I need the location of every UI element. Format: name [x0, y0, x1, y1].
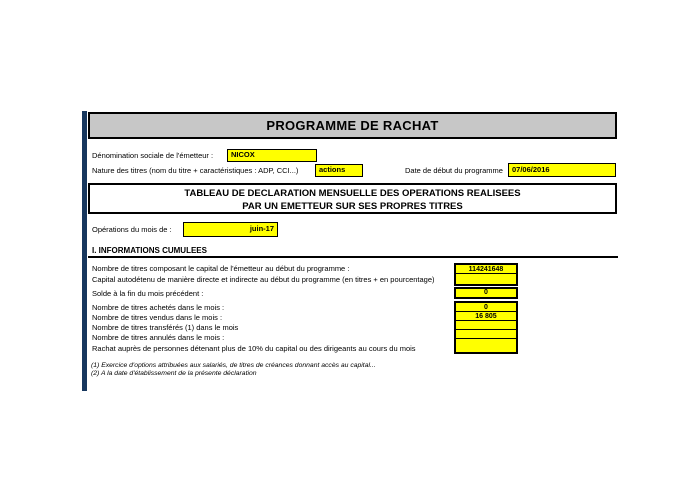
- value-cell-self-held: [456, 274, 516, 283]
- section1-heading: I. INFORMATIONS CUMULEES: [92, 246, 207, 255]
- left-accent-bar: [82, 111, 87, 391]
- value-cell-related-buyback: [456, 339, 516, 348]
- info-row-label-previous-balance: Solde à la fin du mois précédent :: [92, 289, 204, 298]
- value-cell-cancelled: [456, 330, 516, 339]
- value-cell-previous-balance: 0: [484, 289, 488, 296]
- info-row-label-capital-count: Nombre de titres composant le capital de l'émetteur au début du programme :: [92, 264, 350, 273]
- issuer-field: NICOX: [227, 149, 317, 162]
- info-row-label-sold: Nombre de titres vendus dans le mois :: [92, 313, 223, 322]
- value-cell-sold: 16 805: [456, 312, 516, 321]
- value-cell-capital-count: 114241648: [456, 265, 516, 274]
- value-group-monthly: [454, 301, 518, 354]
- info-row-label-self-held: Capital autodétenu de manière directe et indirecte au début du programme (en titres + en pourcentage): [92, 275, 435, 284]
- page-title: PROGRAMME DE RACHAT: [88, 112, 617, 139]
- value-group-capital: [454, 263, 518, 286]
- section1-divider: [88, 256, 618, 258]
- month-label: Opérations du mois de :: [92, 225, 172, 234]
- info-row-label-bought: Nombre de titres achetés dans le mois :: [92, 303, 225, 312]
- declaration-banner: [88, 183, 617, 214]
- issuer-label: Dénomination sociale de l'émetteur :: [92, 151, 214, 160]
- securities-field: actions: [315, 164, 363, 177]
- info-row-label-transferred: Nombre de titres transférés (1) dans le mois: [92, 323, 239, 332]
- declaration-banner-line1: TABLEAU DE DECLARATION MENSUELLE DES OPERATIONS REALISEES: [184, 188, 521, 199]
- start-date-field: 07/06/2016: [508, 163, 616, 177]
- value-cell-bought: 0: [456, 303, 516, 312]
- month-field: juin-17: [183, 222, 278, 237]
- value-group-balance: [454, 287, 518, 299]
- securities-label: Nature des titres (nom du titre + caractéristiques : ADP, CCI...): [92, 166, 299, 175]
- value-cell-transferred: [456, 321, 516, 330]
- start-date-label: Date de début du programme: [405, 166, 503, 175]
- info-row-label-related-buyback: Rachat auprès de personnes détenant plus de 10% du capital ou des dirigeants au cours du mois: [92, 344, 416, 353]
- info-row-label-cancelled: Nombre de titres annulés dans le mois :: [92, 333, 225, 342]
- footnote-2: (2) A la date d'établissement de la présente déclaration: [91, 370, 257, 377]
- declaration-banner-line2: PAR UN EMETTEUR SUR SES PROPRES TITRES: [242, 201, 463, 212]
- footnote-1: (1) Exercice d'options attribuées aux salariés, de titres de créances donnant accès au capital...: [91, 362, 376, 369]
